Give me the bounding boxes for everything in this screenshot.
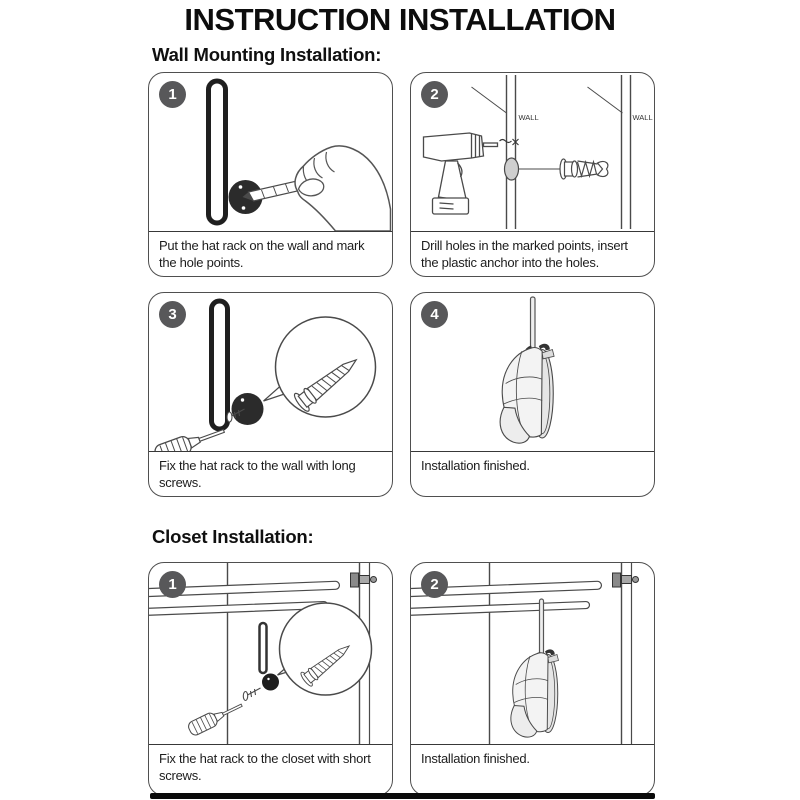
step-number-badge: 1 [159,81,186,108]
closet-step1-illustration [149,563,392,744]
step-number-badge: 4 [421,301,448,328]
wall-step3-illustration [149,293,392,451]
step-number-badge: 1 [159,571,186,598]
wall-step1-illustration [149,73,392,231]
section-heading-wall-mounting: Wall Mounting Installation: [152,44,382,65]
closet-cap-hanging-icon [411,563,654,744]
screwdriver-icon [187,699,245,737]
step-caption: Fix the hat rack to the closet with short screws. [149,744,392,795]
step-caption: Drill holes in the marked points, insert the plastic anchor into the holes. [411,231,654,276]
closet-short-screw-icon [149,563,392,744]
step-number-badge: 2 [421,571,448,598]
wall-step4-illustration [411,293,654,451]
magnifier-circle [276,317,376,417]
step-panel-closet-2 [410,562,655,796]
small-screw-icon [243,688,260,701]
drill-icon [424,133,498,214]
section-heading-closet: Closet Installation: [152,526,314,547]
step-panel-wall-4 [410,292,655,497]
step-panel-wall-2 [410,72,655,277]
step-panel-wall-3 [148,292,393,497]
bottom-crop-bar [150,793,655,799]
closet-step2-illustration [411,563,654,744]
wall-label: WALL [632,113,653,122]
step-caption: Fix the hat rack to the wall with long screws. [149,451,392,496]
drilled-hole-icon [505,158,519,180]
step-panel-wall-1 [148,72,393,277]
wall-step2-illustration [411,73,654,231]
step-number-badge: 2 [421,81,448,108]
wall-label: WALL [518,113,539,122]
step-caption: Put the hat rack on the wall and mark the hole points. [149,231,392,276]
step-panel-closet-1 [148,562,393,796]
step-caption: Installation finished. [411,744,654,795]
page-title: INSTRUCTION INSTALLATION [184,2,616,37]
step-caption: Installation finished. [411,451,654,496]
plastic-anchor-icon [560,159,608,179]
step-number-badge: 3 [159,301,186,328]
magnifier-circle [280,603,372,695]
